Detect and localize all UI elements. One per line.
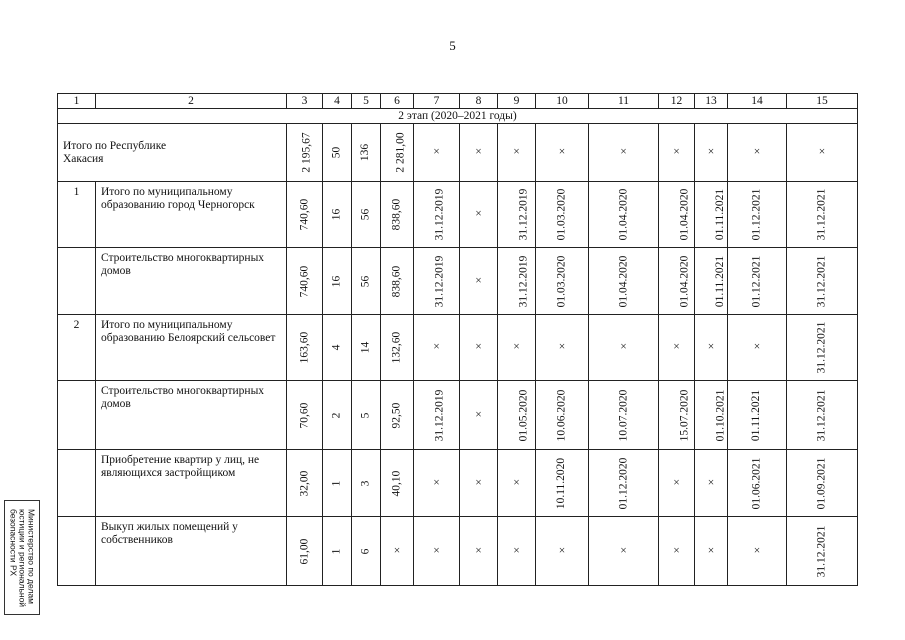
empty-mark: × <box>589 315 659 381</box>
header-cell: 6 <box>381 94 414 109</box>
value-cell: 2 <box>330 412 343 418</box>
date-cell: 31.12.2021 <box>815 525 828 577</box>
total-cell: × <box>460 124 498 182</box>
date-cell: 01.04.2020 <box>678 255 691 307</box>
date-cell: 31.12.2019 <box>433 255 446 307</box>
total-value: 50 <box>330 146 343 159</box>
value-cell: 5 <box>359 412 372 418</box>
empty-mark: × <box>695 517 728 586</box>
total-value: 2 195,67 <box>300 132 313 173</box>
date-cell: 31.12.2021 <box>815 188 828 241</box>
total-name: Итого по Республике Хакасия <box>58 124 287 182</box>
date-cell: 01.12.2020 <box>617 457 629 509</box>
stamp-line: безопасности РХ <box>8 508 19 576</box>
empty-mark: × <box>460 381 498 450</box>
value-cell: 61,00 <box>298 538 310 564</box>
header-cell: 14 <box>728 94 787 109</box>
value-cell: 56 <box>359 208 372 221</box>
header-cell: 7 <box>414 94 460 109</box>
total-row <box>58 124 858 182</box>
empty-mark: × <box>728 517 787 586</box>
header-cell: 12 <box>659 94 695 109</box>
row-number <box>58 517 96 586</box>
row-name: Итого по муниципальному образованию город Черногорск <box>96 182 287 248</box>
row-number <box>58 450 96 517</box>
total-value: 136 <box>359 143 372 162</box>
date-cell: 01.04.2020 <box>678 188 691 241</box>
total-cell: × <box>414 124 460 182</box>
table-row <box>58 517 858 586</box>
date-cell: 31.12.2021 <box>815 255 828 307</box>
empty-mark: × <box>695 450 728 517</box>
empty-mark: × <box>460 517 498 586</box>
empty-mark: × <box>498 450 536 517</box>
date-cell: 31.12.2019 <box>517 188 530 241</box>
date-cell: 01.10.2021 <box>714 389 727 441</box>
value-cell: 40,10 <box>390 470 403 496</box>
date-cell: 01.06.2021 <box>750 457 763 509</box>
row-number <box>58 248 96 315</box>
date-cell: 31.12.2019 <box>433 188 446 241</box>
value-cell: 132,60 <box>390 331 403 364</box>
total-value: 2 281,00 <box>394 132 407 173</box>
date-cell: 01.11.2021 <box>714 188 727 241</box>
empty-mark: × <box>536 517 589 586</box>
header-cell: 13 <box>695 94 728 109</box>
date-cell: 10.07.2020 <box>617 389 629 441</box>
table-row <box>58 182 858 248</box>
total-cell: × <box>787 124 858 182</box>
date-cell: 01.03.2020 <box>555 188 568 241</box>
date-cell: 15.07.2020 <box>678 389 691 441</box>
header-cell: 1 <box>58 94 96 109</box>
date-cell: 01.11.2021 <box>714 255 727 307</box>
empty-mark: × <box>414 315 460 381</box>
value-cell: 92,50 <box>390 402 403 428</box>
total-cell: × <box>589 124 659 182</box>
header-cell: 3 <box>287 94 323 109</box>
header-row <box>58 94 858 109</box>
date-cell: 31.12.2021 <box>815 321 828 374</box>
total-cell: × <box>498 124 536 182</box>
value-cell: 14 <box>359 341 372 354</box>
total-cell: × <box>695 124 728 182</box>
stage-row <box>58 109 858 124</box>
page-number: 5 <box>449 38 456 53</box>
table-row <box>58 450 858 517</box>
date-cell: 01.04.2020 <box>617 188 629 241</box>
empty-mark: × <box>460 182 498 248</box>
date-cell: 01.04.2020 <box>617 255 629 307</box>
value-cell: 740,60 <box>298 198 310 231</box>
total-cell: × <box>536 124 589 182</box>
empty-mark: × <box>460 315 498 381</box>
stage-label: 2 этап (2020–2021 годы) <box>58 109 858 124</box>
empty-mark: × <box>589 517 659 586</box>
date-cell: 01.03.2020 <box>555 255 568 307</box>
row-number: 1 <box>58 182 96 248</box>
date-cell: 31.12.2019 <box>517 255 530 307</box>
value-cell: 4 <box>330 344 343 351</box>
date-cell: 31.12.2021 <box>815 389 828 441</box>
date-cell: 01.11.2021 <box>750 389 763 441</box>
row-number <box>58 381 96 450</box>
value-cell: 838,60 <box>390 198 403 231</box>
header-cell: 15 <box>787 94 858 109</box>
row-name: Строительство многоквартирных домов <box>96 381 287 450</box>
header-cell: 4 <box>323 94 352 109</box>
header-cell: 9 <box>498 94 536 109</box>
header-cell: 10 <box>536 94 589 109</box>
date-cell: 31.12.2019 <box>433 389 446 441</box>
value-cell: 6 <box>359 548 372 554</box>
value-cell: 838,60 <box>390 265 403 297</box>
total-cell: × <box>659 124 695 182</box>
value-cell: 16 <box>330 208 343 221</box>
value-cell: 70,60 <box>298 402 310 428</box>
empty-mark: × <box>728 315 787 381</box>
empty-mark: × <box>414 450 460 517</box>
empty-mark: × <box>460 248 498 315</box>
value-cell: 740,60 <box>298 265 310 297</box>
value-cell: 1 <box>330 548 343 554</box>
table-body <box>58 182 858 586</box>
empty-mark: × <box>536 315 589 381</box>
table-row <box>58 248 858 315</box>
header-cell: 8 <box>460 94 498 109</box>
row-name: Выкуп жилых помещений у собственников <box>96 517 287 586</box>
empty-mark: × <box>460 450 498 517</box>
row-name: Итого по муниципальному образованию Белоярский сельсовет <box>96 315 287 381</box>
empty-mark: × <box>414 517 460 586</box>
date-cell: 01.05.2020 <box>517 389 530 441</box>
header-cell: 11 <box>589 94 659 109</box>
empty-mark: × <box>381 517 414 586</box>
stamp-line: юстиции и региональной <box>17 508 28 607</box>
date-cell: 10.06.2020 <box>555 389 568 441</box>
table-row <box>58 315 858 381</box>
value-cell: 163,60 <box>298 331 310 364</box>
empty-mark: × <box>695 315 728 381</box>
total-cell: × <box>728 124 787 182</box>
value-cell: 16 <box>330 275 343 287</box>
registration-stamp <box>4 500 40 615</box>
empty-mark: × <box>659 315 695 381</box>
value-cell: 3 <box>359 480 372 486</box>
data-table <box>57 93 858 586</box>
empty-mark: × <box>498 315 536 381</box>
empty-mark: × <box>659 517 695 586</box>
date-cell: 10.11.2020 <box>555 457 568 509</box>
value-cell: 1 <box>330 480 343 486</box>
date-cell: 01.12.2021 <box>750 255 763 307</box>
stamp-line: Министерство по делам <box>26 508 37 604</box>
empty-mark: × <box>659 450 695 517</box>
row-name: Строительство многоквартирных домов <box>96 248 287 315</box>
row-name: Приобретение квартир у лиц, не являющихся застройщиком <box>96 450 287 517</box>
header-cell: 5 <box>352 94 381 109</box>
table-row <box>58 381 858 450</box>
date-cell: 01.09.2021 <box>815 457 828 509</box>
row-number: 2 <box>58 315 96 381</box>
value-cell: 56 <box>359 275 372 287</box>
value-cell: 32,00 <box>298 470 310 496</box>
header-cell: 2 <box>96 94 287 109</box>
empty-mark: × <box>498 517 536 586</box>
date-cell: 01.12.2021 <box>750 188 763 241</box>
